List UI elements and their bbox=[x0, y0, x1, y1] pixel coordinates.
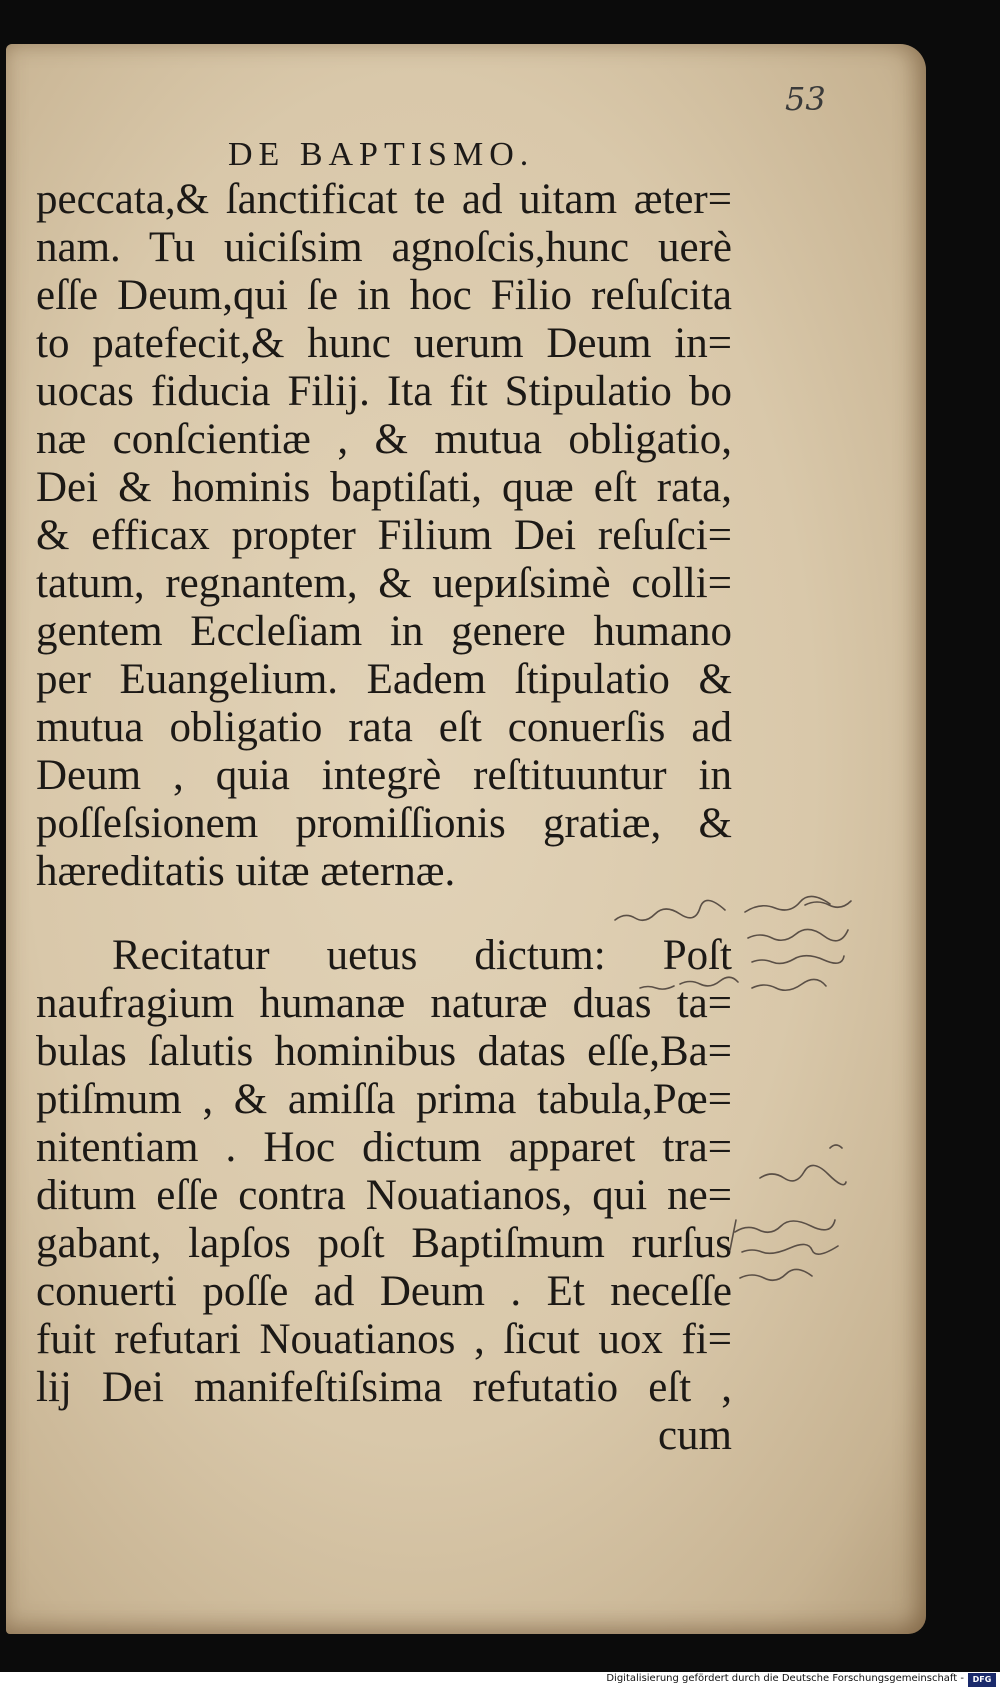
text-line: lij Dei manifeſtiſsima refutatio eſt , bbox=[36, 1364, 732, 1411]
text-line: poſſeſsionem promiſſionis gratiæ, & bbox=[36, 800, 732, 847]
dfg-logo: DFG bbox=[968, 1673, 996, 1687]
text-line: conuerti poſſe ad Deum . Et neceſſe bbox=[36, 1268, 732, 1315]
text-line: Dei & hominis baptiſati, quæ eſt rata, bbox=[36, 464, 732, 511]
text-line: gentem Eccleſiam in genere humano bbox=[36, 608, 732, 655]
text-line: Recitatur uetus dictum: Poſt bbox=[112, 932, 732, 979]
text-line: Deum , quia integrè reſtituuntur in bbox=[36, 752, 732, 799]
text-line: naufragium humanæ naturæ duas ta= bbox=[36, 980, 732, 1027]
text-line: uocas fiducia Filij. Ita fit Stipulatio bo bbox=[36, 368, 732, 415]
catchword: cum bbox=[657, 1412, 732, 1459]
text-line: tatum, regnantem, & uериſsimè colli= bbox=[36, 560, 732, 607]
paragraph-2 bbox=[36, 932, 732, 1460]
text-line: ditum eſſe contra Nouatianos, qui ne= bbox=[36, 1172, 732, 1219]
text-line: & efficax propter Filium Dei reſuſci= bbox=[36, 512, 732, 559]
text-line: næ conſcientiæ , & mutua obligatio, bbox=[36, 416, 732, 463]
text-line: per Euangelium. Eadem ſtipulatio & bbox=[36, 656, 732, 703]
text-line: nitentiam . Hoc dictum apparet tra= bbox=[36, 1124, 732, 1171]
text-line: eſſe Deum,qui ſe in hoc Filio reſuſcita bbox=[36, 272, 732, 319]
paragraph-1 bbox=[36, 176, 732, 896]
text-line: bulas ſalutis hominibus datas eſſe,Ba= bbox=[36, 1028, 732, 1075]
footer-credit: Digitalisierung gefördert durch die Deutsche Forschungsgemeinschaft - bbox=[606, 1673, 964, 1684]
text-line: mutua obligatio rata eſt conuerſis ad bbox=[36, 704, 732, 751]
text-line: ptiſmum , & amiſſa prima tabula,Pœ= bbox=[36, 1076, 732, 1123]
text-line: fuit refutari Nouatianos , ſicut uox fi= bbox=[36, 1316, 732, 1363]
text-line: peccata,& ſanctificat te ad uitam æter= bbox=[36, 176, 732, 223]
text-line: gabant, lapſos poſt Baptiſmum rurſus bbox=[36, 1220, 732, 1267]
running-head: DE BAPTISMO. bbox=[228, 136, 535, 173]
text-line: hæreditatis uitæ æternæ. bbox=[36, 848, 456, 895]
text-line: to patefecit,& hunc uerum Deum in= bbox=[36, 320, 732, 367]
text-line: nam. Tu uiciſsim agnoſcis,hunc uerè bbox=[36, 224, 732, 271]
page-number: 53 bbox=[785, 80, 826, 118]
